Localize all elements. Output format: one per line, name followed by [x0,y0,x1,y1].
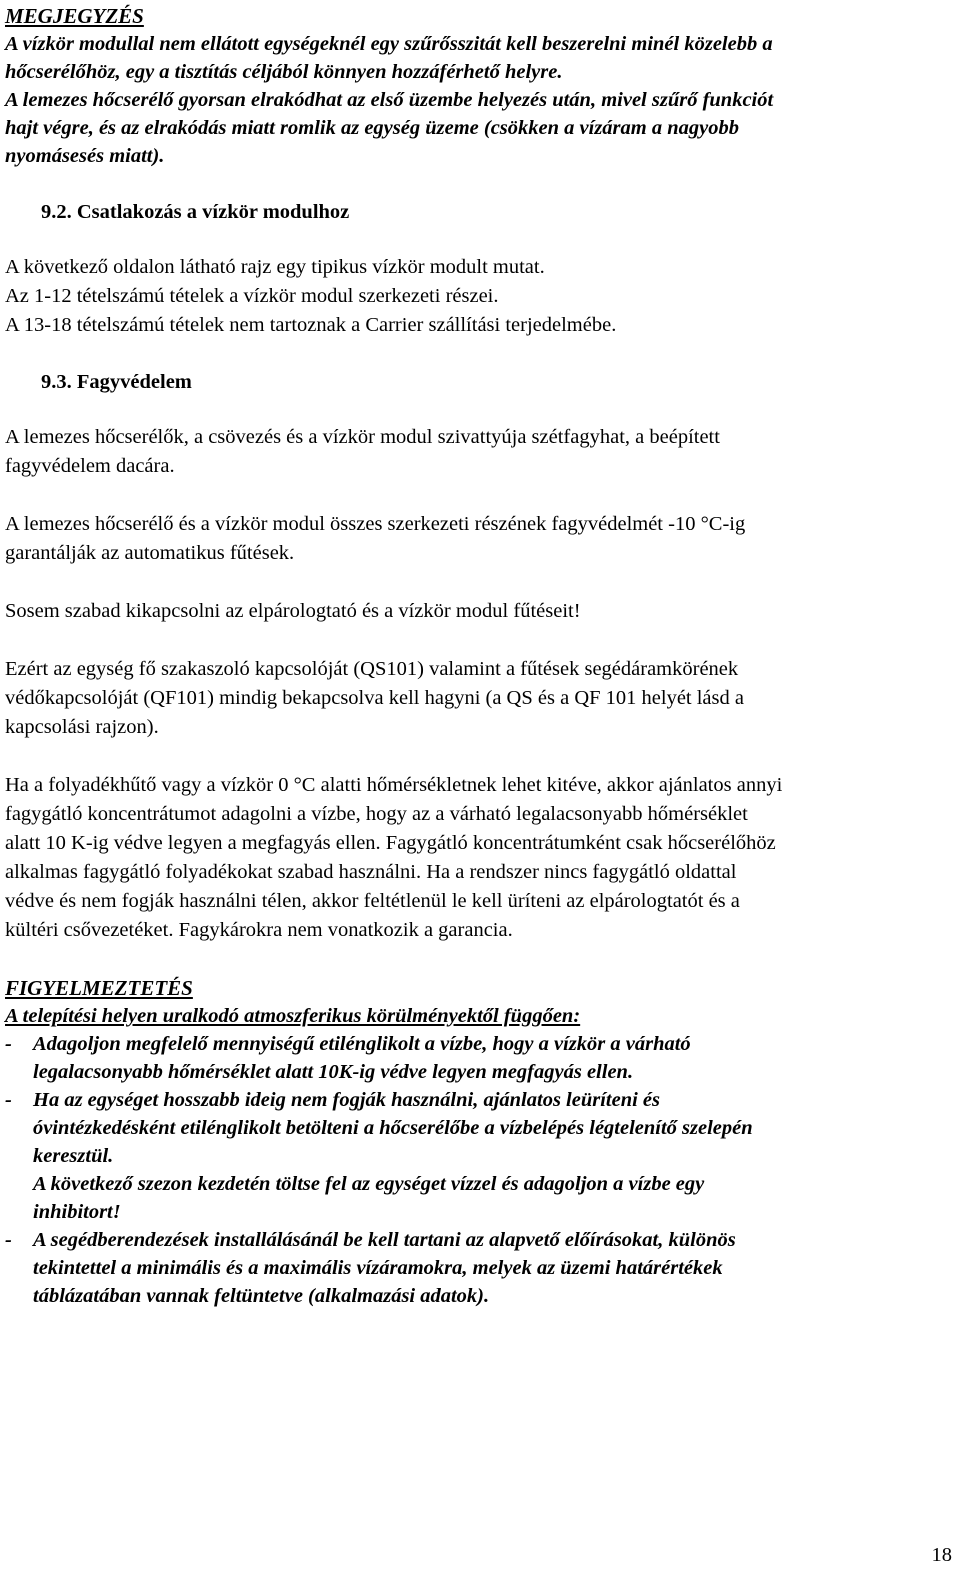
note-block [5,2,945,170]
body-line: Az 1-12 tételszámú tételek a vízkör modul szerkezeti részei. [5,285,499,307]
paragraph [5,423,945,481]
bullet-line: A következő szezon kezdetén töltse fel az egységet vízzel és adagoljon a vízbe egy [33,1173,705,1195]
warning-bullet [5,1030,945,1086]
paragraph [5,771,945,945]
note-line: A lemezes hőcserélő gyorsan elrakódhat az első üzembe helyezés után, mivel szűrő funkciót [5,89,774,111]
warning-block [5,974,945,1310]
body-line: A következő oldalon látható rajz egy tipikus vízkör modult mutat. [5,256,545,278]
body-line: védőkapcsolóját (QF101) mindig bekapcsolva kell hagyni (a QS és a QF 101 helyét lásd a [5,687,744,709]
body-line: A 13-18 tételszámú tételek nem tartoznak a Carrier szállítási terjedelmébe. [5,314,617,336]
paragraph [5,597,945,626]
body-line: fagygátló koncentrátumot adagolni a vízbe, hogy az a várható legalacsonyabb hőmérséklet [5,803,748,825]
bullet-line: táblázatában vannak feltüntetve (alkalmazási adatok). [33,1285,490,1307]
bullet-line: óvintézkedésként etilénglikolt betölteni a hőcserélőbe a vízbelépés légtelenítő szelepén [33,1117,753,1139]
body-line: Ha a folyadékhűtő vagy a vízkör 0 °C alatti hőmérsékletnek lehet kitéve, akkor ajánlatos annyi [5,774,783,796]
bullet-line: inhibitort! [33,1201,121,1223]
body-line: kültéri csővezetéket. Fagykárokra nem vonatkozik a garancia. [5,919,513,941]
note-line: A vízkör modullal nem ellátott egységeknél egy szűrősszitát kell beszerelni minél közelebb a [5,33,773,55]
note-line: hajt végre, és az elrakódás miatt romlik az egység üzeme (csökken a vízáram a nagyobb [5,117,739,139]
section-heading: 9.2. Csatlakozás a vízkör modulhoz [41,201,350,223]
bullet-line: Ha az egységet hosszabb ideig nem fogják használni, ajánlatos leüríteni és [33,1089,661,1111]
page-number: 18 [931,1544,952,1566]
body-line: Sosem szabad kikapcsolni az elpárologtató és a vízkör modul fűtéseit! [5,600,581,622]
bullet-line: tekintettel a minimális és a maximális vízáramokra, melyek az üzemi határértékek [33,1257,723,1279]
section-heading: 9.3. Fagyvédelem [41,371,192,393]
paragraph [5,655,945,742]
warning-bullet [5,1226,945,1310]
bullet-dash: - [5,1033,12,1055]
warning-intro: A telepítési helyen uralkodó atmoszferikus körülményektől függően: [5,1005,581,1027]
warning-bullet [5,1086,945,1226]
section-9-2 [5,198,945,340]
body-line: garantálják az automatikus fűtések. [5,542,295,564]
body-line: Ezért az egység fő szakaszoló kapcsolóját (QS101) valamint a fűtések segédáramkörének [5,658,739,680]
paragraph [5,510,945,568]
body-line: védve és nem fogják használni télen, akkor feltétlenül le kell üríteni az elpárologtatót és a [5,890,740,912]
body-line: fagyvédelem dacára. [5,455,175,477]
note-line: hőcserélőhöz, egy a tisztítás céljából könnyen hozzáférhető helyre. [5,61,563,83]
body-line: kapcsolási rajzon). [5,716,159,738]
body-line: alatt 10 K-ig védve legyen a megfagyás ellen. Fagygátló koncentrátumként csak hőcserélőhöz [5,832,776,854]
bullet-line: keresztül. [33,1145,114,1167]
bullet-dash: - [5,1089,12,1111]
body-line: A lemezes hőcserélő és a vízkör modul összes szerkezeti részének fagyvédelmét -10 °C-ig [5,513,746,535]
body-line: A lemezes hőcserélők, a csövezés és a vízkör modul szivattyúja szétfagyhat, a beépített [5,426,720,448]
bullet-line: A segédberendezések installálásánál be kell tartani az alapvető előírásokat, különös [33,1229,736,1251]
document-page [5,2,945,1310]
bullet-line: Adagoljon megfelelő mennyiségű etilénglikolt a vízbe, hogy a vízkör a várható [33,1033,691,1055]
bullet-line: legalacsonyabb hőmérséklet alatt 10K-ig védve legyen megfagyás ellen. [33,1061,634,1083]
bullet-dash: - [5,1229,12,1251]
warning-title: FIGYELMEZTETÉS [5,976,193,1000]
section-9-3 [5,368,945,945]
body-line: alkalmas fagygátló folyadékokat szabad használni. Ha a rendszer nincs fagygátló oldattal [5,861,737,883]
note-title: MEGJEGYZÉS [5,4,144,28]
note-line: nyomásesés miatt). [5,145,165,167]
